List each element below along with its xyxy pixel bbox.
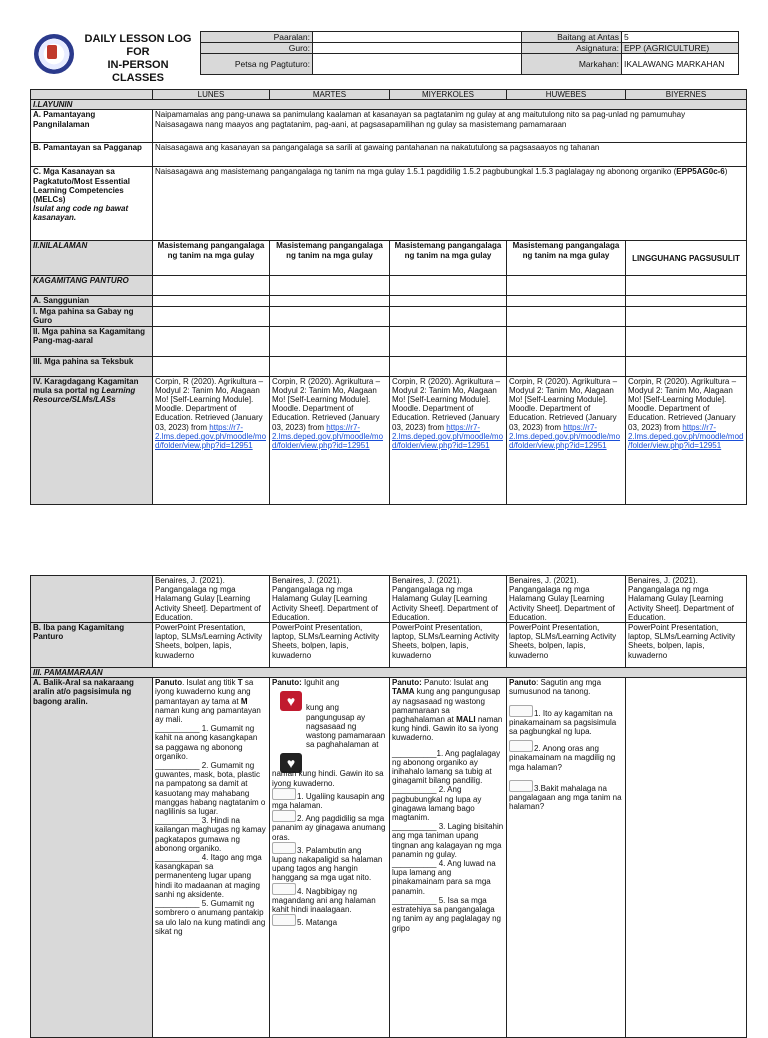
- header-info-table: [200, 31, 739, 75]
- corner-cell: [31, 90, 153, 100]
- pamantayan-sa-pagganap-label: B. Pamantayan sa Pagganap: [31, 143, 153, 167]
- teksbuk-label: III. Mga pahina sa Teksbuk: [31, 356, 153, 376]
- kagamitang-mag-aaral-label: II. Mga pahina sa Kagamitang Pang-mag-aaral: [31, 326, 153, 356]
- balik-aral-lunes: Panuto. Isulat ang titik T sa iyong kuwaderno kung ang pamantayan ay tama at M naman kung ang pamantayan ay mali. __________ 1. Gumamit ng kahit na anong kasangkapan sa paggawa ng abonong organiko. __________ 2. Gumamit ng guwantes, mask, bota, plastic na pampatong sa damit at kasuotang may mahabang manggas habang nagtatanim o naglilinis sa lugar. __________ 3. Hindi na kailangan maghugas ng kamay pagkatapos gumawa ng abonong organiko. __________ 4. Itago ang mga kasangkapan sa permanenteng lugar upang hindi ito madaanan at maging sanhi ng aksidente. __________ 5. Gumamit ng sombrero o anumang pantakip sa ulo lalo na kung matindi ang sikat ng: [153, 678, 270, 1038]
- reference-link[interactable]: https://r7-2.lms.deped.gov.ph/moodle/mod/folder/view.php?id=12951: [392, 422, 504, 451]
- quiz-item: 2. Ang pagdidilig sa mga pananim ay ginagawa anumang oras.: [272, 810, 387, 842]
- paaralan-label: Paaralan:: [201, 32, 313, 43]
- guro-value[interactable]: [313, 43, 522, 54]
- quiz-item: __________ 5. Gumamit ng sombrero o anumang pantakip sa ulo lalo na kung matindi ang sikat ng: [155, 899, 266, 936]
- heart-icon: ♥: [280, 691, 302, 711]
- quiz-item: 3. Palambutin ang lupang nakapaligid sa halaman upang tagos ang hangin hanggang sa mga ugat nito.: [272, 842, 387, 883]
- quiz-item: __________ 1. Gumamit ng kahit na anong kasangkapan sa paggawa ng abonong organiko.: [155, 724, 258, 761]
- day-header-martes: MARTES: [270, 90, 390, 100]
- reference-link[interactable]: https://r7-2.lms.deped.gov.ph/moodle/mod/folder/view.php?id=12951: [509, 422, 621, 451]
- balik-aral-martes: Panuto: Iguhit ang ♥ kung ang pangungusap ay nagsasaad ng wastong pamamaraan sa paghahalaman at ♥ naman kung hindi. Gawin ito sa iyong kuwaderno. 1. Ugaliing kausapin ang mga halaman. 2. Ang pagdidilig sa mga pananim ay ginagawa anumang oras. 3. Palambutin ang lupang nakapaligid sa halaman upang tagos ang hangin hanggang sa mga ugat nito. 4. Nagbibigay ng magandang ani ang halaman kahit hindi inaalagaan. 5. Matanga: [270, 678, 390, 1038]
- answer-box[interactable]: [272, 914, 296, 926]
- quiz-item: __________ 4. Ang luwad na lupa lamang ang pinakamainam para sa mga panamin.: [392, 859, 496, 896]
- quiz-item: 3.Bakit mahalaga na pangalagaan ang mga tanim na halaman?: [509, 780, 623, 812]
- reference-miyerkoles: Corpin, R (2020). Agrikultura – Modyul 2: Tanim Mo, Alagaan Mo! [Self-Learning Module]. Moodle. Department of Education. Retrieved (January 03, 2023) from https://r7-2.lms.deped.gov.ph/moodle/mod/folder/view.php?id=12951: [390, 376, 507, 504]
- continued-label-cell: [31, 576, 153, 623]
- asignatura-value: EPP (AGRICULTURE): [622, 43, 739, 54]
- lesson-table-part2: [30, 575, 747, 1038]
- quiz-item: __________ 4. Itago ang mga kasangkapan sa permanenteng lugar upang hindi ito madaanan at maging sanhi ng aksidente.: [155, 853, 262, 899]
- nilalaman-lunes: Masistemang pangangalaga ng tanim na mga gulay: [153, 241, 270, 276]
- guro-label: Guro:: [201, 43, 313, 54]
- petsa-value[interactable]: [313, 54, 522, 75]
- lesson-table-part1: [30, 89, 747, 505]
- melcs-label: C. Mga Kasanayan sa Pagkatuto/Most Essential Learning Competencies (MELCs) Isulat ang code ng bawat kasanayan.: [31, 167, 153, 241]
- reference2-lunes: Benaires, J. (2021). Pangangalaga ng mga Halamang Gulay [Learning Activity Sheet]. Department of Education.: [153, 576, 270, 623]
- iba-pang-kagamitan-martes: PowerPoint Presentation, laptop, SLMs/Learning Activity Sheets, bolpen, lapis, kuwaderno: [270, 623, 390, 668]
- gabay-guro-label: I. Mga pahina sa Gabay ng Guro: [31, 306, 153, 326]
- quiz-item: __________ 3. Laging bisitahin ang mga taniman upang tingnan ang kalagayan ng mga panamin ng gulay.: [392, 822, 504, 859]
- quiz-item: __________ 2. Gumamit ng guwantes, mask, bota, plastic na pampatong sa damit at kasuotang may mahabang manggas habang nagtatanim o naglilinis sa lugar.: [155, 761, 266, 817]
- iba-pang-kagamitan-biyernes: PowerPoint Presentation, laptop, SLMs/Learning Activity Sheets, bolpen, lapis, kuwaderno: [626, 623, 747, 668]
- melc-code: EPP5AG0c-6: [676, 167, 725, 177]
- iba-pang-kagamitan-huwebes: PowerPoint Presentation, laptop, SLMs/Learning Activity Sheets, bolpen, lapis, kuwaderno: [507, 623, 626, 668]
- reference-link[interactable]: https://r7-2.lms.deped.gov.ph/moodle/mod/folder/view.php?id=12951: [272, 422, 384, 451]
- pamantayang-pangnilalaman-label: A. Pamantayang Pangnilalaman: [31, 110, 153, 143]
- baitang-label: Baitang at Antas: [522, 32, 622, 43]
- iba-pang-kagamitan-label: B. Iba pang Kagamitang Panturo: [31, 623, 153, 668]
- balik-aral-miyerkoles: Panuto: Panuto: Isulat ang TAMA kung ang pangungusap ay nagsasaad ng wastong pamamaraan sa paghahalaman at MALI naman kung hindi. Gawin ito sa iyong kuwaderno. __________1. Ang paglalagay ng abonong organiko ay inihahalo lamang sa tubig at ginagamit bilang pandilig. __________ 2. Ang pagbubungkal ng lupa ay ginagawa lamang bago magtanim. __________ 3. Laging bisitahin ang mga taniman upang tingnan ang kalagayan ng mga panamin ng gulay. __________ 4. Ang luwad na lupa lamang ang pinakamainam para sa mga panamin. __________ 5. Isa sa mga estratehiya sa pangangalaga ng tanim ay ang paglalagay ng gripo: [390, 678, 507, 1038]
- reference2-miyerkoles: Benaires, J. (2021). Pangangalaga ng mga Halamang Gulay [Learning Activity Sheet]. Department of Education.: [390, 576, 507, 623]
- reference2-biyernes: Benaires, J. (2021). Pangangalaga ng mga Halamang Gulay [Learning Activity Sheet]. Department of Education.: [626, 576, 747, 623]
- pamamaraan-heading: III. PAMAMARAAN: [31, 668, 747, 678]
- iba-pang-kagamitan-lunes: PowerPoint Presentation, laptop, SLMs/Learning Activity Sheets, bolpen, lapis, kuwaderno: [153, 623, 270, 668]
- sanggunian-label: A. Sanggunian: [31, 296, 153, 306]
- markahan-label: Markahan:: [522, 54, 622, 75]
- kagamitang-panturo-label: KAGAMITANG PANTURO: [31, 276, 153, 296]
- nilalaman-miyerkoles: Masistemang pangangalaga ng tanim na mga gulay: [390, 241, 507, 276]
- pamantayang-pangnilalaman-text: Naipamamalas ang pang-unawa sa panimulang kaalaman at kasanayan sa pagtatanim ng gulay at ang maitutulong nito sa pag-unlad ng pamumuhay Naisasagawa nang maayos ang pagtatanim, pag-aani, at pagsasapamilihan ng gulay sa masistemang pamamaraan: [153, 110, 747, 143]
- iba-pang-kagamitan-miyerkoles: PowerPoint Presentation, laptop, SLMs/Learning Activity Sheets, bolpen, lapis, kuwaderno: [390, 623, 507, 668]
- nilalaman-martes: Masistemang pangangalaga ng tanim na mga gulay: [270, 241, 390, 276]
- quiz-item: 5. Matanga: [272, 914, 387, 927]
- nilalaman-label: II.NILALAMAN: [31, 241, 153, 276]
- day-header-biyernes: BIYERNES: [626, 90, 747, 100]
- answer-box[interactable]: [272, 842, 296, 854]
- quiz-item: 2. Anong oras ang pinakamainam na magdilig ng mga halaman?: [509, 740, 623, 772]
- baitang-value: 5: [622, 32, 739, 43]
- reference-martes: Corpin, R (2020). Agrikultura – Modyul 2: Tanim Mo, Alagaan Mo! [Self-Learning Module]. Moodle. Department of Education. Retrieved (January 03, 2023) from https://r7-2.lms.deped.gov.ph/moodle/mod/folder/view.php?id=12951: [270, 376, 390, 504]
- quiz-item: 1. Ito ay kagamitan na pinakamainam sa pagsisimula sa pagbungkal ng lupa.: [509, 705, 623, 737]
- answer-box[interactable]: [509, 740, 533, 752]
- day-header-miyerkoles: MIYERKOLES: [390, 90, 507, 100]
- reference2-huwebes: Benaires, J. (2021). Pangangalaga ng mga Halamang Gulay [Learning Activity Sheet]. Department of Education.: [507, 576, 626, 623]
- reference-link[interactable]: https://r7-2.lms.deped.gov.ph/moodle/mod/folder/view.php?id=12951: [155, 422, 267, 451]
- answer-box[interactable]: [509, 780, 533, 792]
- day-header-huwebes: HUWEBES: [507, 90, 626, 100]
- nilalaman-huwebes: Masistemang pangangalaga ng tanim na mga gulay: [507, 241, 626, 276]
- day-header-lunes: LUNES: [153, 90, 270, 100]
- answer-box[interactable]: [272, 810, 296, 822]
- quiz-item: __________ 3. Hindi na kailangan maghugas ng kamay pagkatapos gumawa ng abonong organiko.: [155, 816, 266, 853]
- asignatura-label: Asignatura:: [522, 43, 622, 54]
- answer-box[interactable]: [272, 788, 296, 800]
- reference-lunes: Corpin, R (2020). Agrikultura – Modyul 2: Tanim Mo, Alagaan Mo! [Self-Learning Module]. Moodle. Department of Education. Retrieved (January 03, 2023) from https://r7-2.lms.deped.gov.ph/moodle/mod/folder/view.php?id=12951: [153, 376, 270, 504]
- petsa-label: Petsa ng Pagtuturo:: [201, 54, 313, 75]
- reference-huwebes: Corpin, R (2020). Agrikultura – Modyul 2: Tanim Mo, Alagaan Mo! [Self-Learning Module]. Moodle. Department of Education. Retrieved (January 03, 2023) from https://r7-2.lms.deped.gov.ph/moodle/mod/folder/view.php?id=12951: [507, 376, 626, 504]
- quiz-item: 1. Ugaliing kausapin ang mga halaman.: [272, 788, 387, 810]
- markahan-value: IKALAWANG MARKAHAN: [622, 54, 739, 75]
- reference-biyernes: Corpin, R (2020). Agrikultura – Modyul 2: Tanim Mo, Alagaan Mo! [Self-Learning Module]. Moodle. Department of Education. Retrieved (January 03, 2023) from https://r7-2.lms.deped.gov.ph/moodle/mod/folder/view.php?id=12951: [626, 376, 747, 504]
- nilalaman-biyernes: LINGGUHANG PAGSUSULIT: [626, 241, 747, 276]
- melcs-text: Naisasagawa ang masistemang pangangalaga ng tanim na mga gulay 1.5.1 pagdidilig 1.5.2 pagbubungkal 1.5.3 paglalagay ng abonong organiko (EPP5AG0c-6): [153, 167, 747, 241]
- balik-aral-biyernes: [626, 678, 747, 1038]
- paaralan-value[interactable]: [313, 32, 522, 43]
- quiz-item: __________1. Ang paglalagay ng abonong organiko ay inihahalo lamang sa tubig at ginagamit bilang pandilig.: [392, 748, 501, 786]
- document-title: DAILY LESSON LOG FOR IN-PERSON CLASSES: [84, 33, 192, 84]
- reference2-martes: Benaires, J. (2021). Pangangalaga ng mga Halamang Gulay [Learning Activity Sheet]. Department of Education.: [270, 576, 390, 623]
- quiz-item: 4. Nagbibigay ng magandang ani ang halaman kahit hindi inaalagaan.: [272, 883, 387, 915]
- answer-box[interactable]: [509, 705, 533, 717]
- answer-box[interactable]: [272, 883, 296, 895]
- balik-aral-huwebes: Panuto: Sagutin ang mga sumusunod na tanong. 1. Ito ay kagamitan na pinakamainam sa pagsisimula sa pagbungkal ng lupa. 2. Anong oras ang pinakamainam na magdilig ng mga halaman? 3.Bakit mahalaga na pangalagaan ang mga tanim na halaman?: [507, 678, 626, 1038]
- karagdagang-label: IV. Karagdagang Kagamitan mula sa portal ng Learning Resource/SLMs/LASs: [31, 376, 153, 504]
- reference-link[interactable]: https://r7-2.lms.deped.gov.ph/moodle/mod/folder/view.php?id=12951: [628, 422, 744, 451]
- quiz-item: __________ 2. Ang pagbubungkal ng lupa ay ginagawa lamang bago magtanim.: [392, 785, 482, 823]
- quiz-item: __________ 5. Isa sa mga estratehiya sa pangangalaga ng tanim ay ang paglalagay ng gripo: [392, 895, 501, 933]
- broken-heart-icon: ♥: [280, 753, 302, 773]
- pamantayan-sa-pagganap-text: Naisasagawa ang kasanayan sa pangangalaga sa sarili at gawaing pantahanan na nakatutulong sa pagsasaayos ng tahanan: [153, 143, 747, 167]
- deped-seal-logo: [34, 34, 74, 74]
- layunin-heading: I.LAYUNIN: [31, 100, 747, 110]
- balik-aral-label: A. Balik-Aral sa nakaraang aralin at/o pagsisimula ng bagong aralin.: [31, 678, 153, 1038]
